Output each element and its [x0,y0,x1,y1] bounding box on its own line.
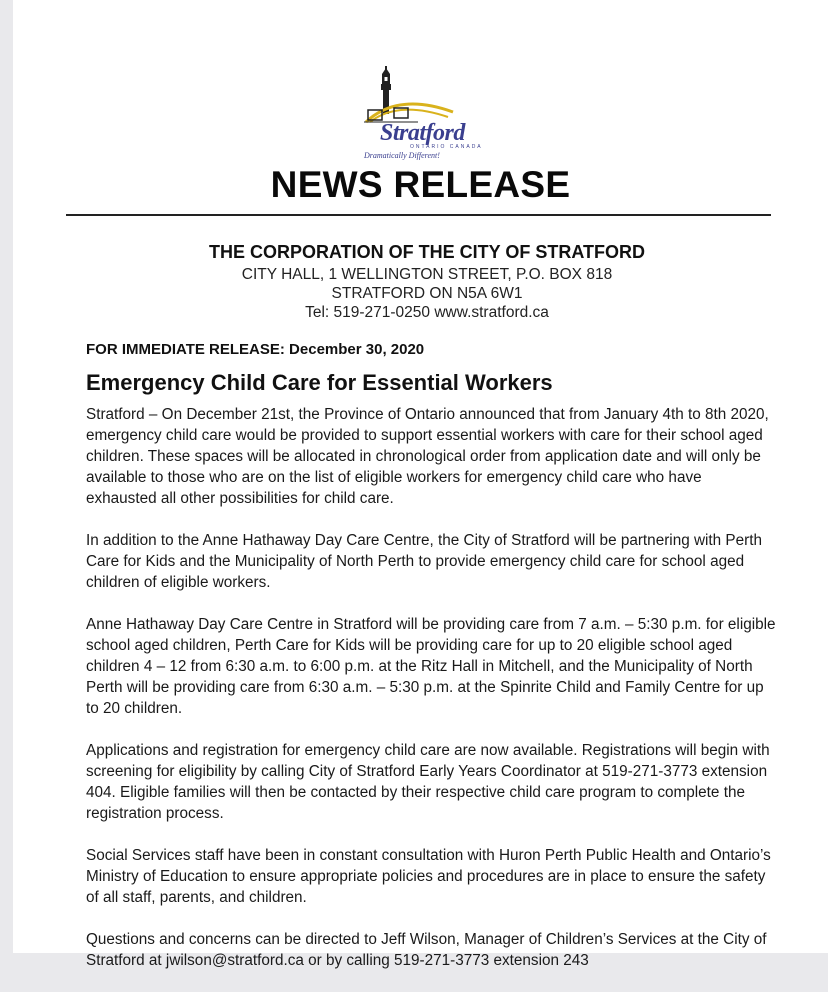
paragraph: Social Services staff have been in constant consultation with Huron Perth Public Health and Ontario’s Ministry of Education to ensure appropriate policies and procedures are in place to ensure the safety of all staff, parents, and children. [86,847,771,906]
organization-name: THE CORPORATION OF THE CITY OF STRATFORD [209,242,645,262]
logo-subtitle: ONTARIO CANADA [410,144,483,150]
paragraph: Applications and registration for emergency child care are now available. Registrations will begin with screening for eligibility by calling City of Stratford Early Years Coordinator at 519-271-3773 extension 404. Eligible families will then be contacted by their respective child care program to complete the registration process. [86,742,770,822]
paragraph: In addition to the Anne Hathaway Day Care Centre, the City of Stratford will be partnering with Perth Care for Kids and the Municipality of North Perth to provide emergency child care for school aged children of eligible workers. [86,532,762,591]
paragraph: Anne Hathaway Day Care Centre in Stratford will be providing care from 7 a.m. – 5:30 p.m. for eligible school aged children, Perth Care for Kids will be providing care for up to 20 eligible school aged children 4 – 12 from 6:30 a.m. to 6:00 p.m. at the Ritz Hall in Mitchell, and the Municipality of North Perth will be providing care from 6:30 a.m. – 5:30 p.m. at the Spinrite Child and Family Centre for up to 20 children. [86,616,776,717]
logo-tagline: Dramatically Different! [364,151,440,160]
address-line-1: CITY HALL, 1 WELLINGTON STREET, P.O. BOX 818 [241,266,613,283]
address-line-2: STRATFORD ON N5A 6W1 [331,285,523,302]
header-divider [66,214,771,216]
article-body [86,404,776,992]
document-page [13,0,828,969]
paragraph: Stratford – On December 21st, the Province of Ontario announced that from January 4th to 8th 2020, emergency child care would be provided to support essential workers with care for their school aged children. These spaces will be allocated in chronological order from application date and will only be available to those who are on the list of eligible workers for emergency child care who have exhausted all other possibilities for child care. [86,406,769,507]
contact-line: Tel: 519-271-0250 www.stratford.ca [305,304,549,321]
logo-wordmark: Stratford [380,120,465,146]
release-date-line: FOR IMMEDIATE RELEASE: December 30, 2020 [86,341,425,358]
article-title: Emergency Child Care for Essential Workers [86,370,553,395]
stratford-logo [358,62,503,162]
paragraph: Questions and concerns can be directed to Jeff Wilson, Manager of Children’s Services at the City of Stratford at jwilson@stratford.ca or by calling 519-271-3773 extension 243 [86,931,767,969]
news-release-heading: NEWS RELEASE [270,164,571,205]
